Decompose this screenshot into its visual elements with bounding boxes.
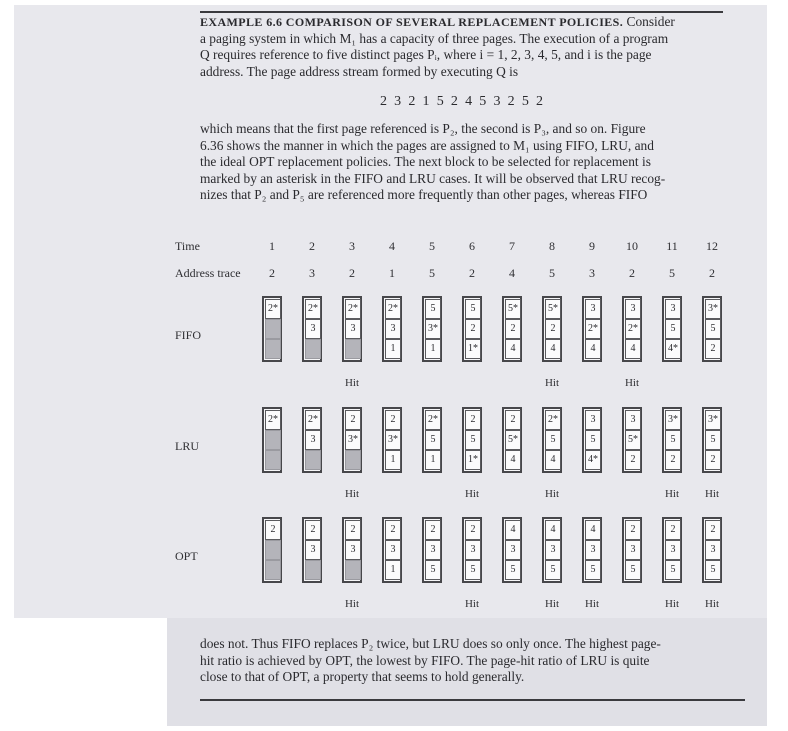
opt-page-cell: 2: [465, 520, 481, 540]
opt-memory-frame: [622, 517, 642, 583]
opt-page-cell: 3: [465, 540, 481, 560]
fifo-page-cell: 1: [425, 339, 441, 359]
lru-page-cell: 5*: [625, 430, 641, 450]
opt-memory-frame: [662, 517, 682, 583]
lru-memory-frame: [462, 407, 482, 473]
lru-page-cell: 2: [625, 450, 641, 470]
fifo-page-cell: 5: [425, 299, 441, 319]
intro-paragraph: [200, 14, 723, 80]
lru-page-cell: 5: [425, 430, 441, 450]
opt-page-cell: 3: [665, 540, 681, 560]
opt-hit-label: Hit: [344, 598, 360, 610]
stream-item: 3: [394, 94, 402, 109]
policy-label-opt: OPT: [175, 549, 198, 563]
opt-page-cell: 3: [385, 540, 401, 560]
address-trace-value: 5: [429, 266, 435, 280]
opt-memory-frame: [382, 517, 402, 583]
address-trace-value: 4: [509, 266, 515, 280]
fifo-page-cell: 2: [545, 319, 561, 339]
opt-page-cell: 2: [625, 520, 641, 540]
lru-page-cell: 2: [665, 450, 681, 470]
lru-page-cell: 1*: [465, 450, 481, 470]
opt-memory-frame: [462, 517, 482, 583]
opt-memory-frame: [262, 517, 282, 583]
lru-memory-frame: [342, 407, 362, 473]
opt-page-cell: 2: [705, 520, 721, 540]
time-value: 4: [389, 239, 395, 253]
opt-memory-frame: [342, 517, 362, 583]
policy-label-fifo: FIFO: [175, 328, 202, 342]
opt-page-cell: 3: [705, 540, 721, 560]
lru-memory-frame: [302, 407, 322, 473]
stream-item: 2: [507, 94, 515, 109]
intro-line-1: Consider: [626, 14, 675, 29]
lru-page-cell: 3*: [665, 410, 681, 430]
opt-hit-label: Hit: [464, 598, 480, 610]
opt-page-cell: 3: [425, 540, 441, 560]
lru-page-cell: 4*: [585, 450, 601, 470]
fifo-hit-label: Hit: [344, 377, 360, 389]
fifo-page-cell: [265, 339, 281, 359]
opt-page-cell: 5: [705, 560, 721, 580]
lru-memory-frame: [422, 407, 442, 473]
fifo-page-cell: 2: [465, 319, 481, 339]
fifo-page-cell: 3: [585, 299, 601, 319]
fifo-page-cell: 5: [665, 319, 681, 339]
opt-page-cell: 3: [545, 540, 561, 560]
fifo-memory-frame: [502, 296, 522, 362]
address-trace-value: 5: [669, 266, 675, 280]
opt-page-cell: 2: [345, 520, 361, 540]
lru-page-cell: 5: [665, 430, 681, 450]
opt-page-cell: 2: [385, 520, 401, 540]
stream-item: 2: [379, 94, 387, 109]
fifo-page-cell: 4: [625, 339, 641, 359]
lru-page-cell: 2: [345, 410, 361, 430]
time-label: Time: [175, 239, 200, 253]
stream-item: 2: [450, 94, 458, 109]
stream-item: 5: [521, 94, 529, 109]
lru-hit-label: Hit: [704, 488, 720, 500]
opt-page-cell: 4: [585, 520, 601, 540]
lru-page-cell: 2: [505, 410, 521, 430]
address-trace-label: Address trace: [175, 266, 241, 280]
stream-item: 4: [465, 94, 473, 109]
fifo-page-cell: 2: [505, 319, 521, 339]
lru-hit-label: Hit: [344, 488, 360, 500]
address-trace-value: 2: [469, 266, 475, 280]
closing-paragraph: [200, 636, 745, 686]
opt-memory-frame: [422, 517, 442, 583]
mid-line-3: the ideal OPT replacement policies. The next block to be selected for replacement is: [200, 154, 651, 170]
bottom-rule: [200, 699, 745, 701]
fifo-page-cell: 3: [665, 299, 681, 319]
fifo-page-cell: 2*: [345, 299, 361, 319]
opt-hit-label: Hit: [704, 598, 720, 610]
lru-page-cell: 4: [545, 450, 561, 470]
time-value: 8: [549, 239, 555, 253]
lru-page-cell: 3: [305, 430, 321, 450]
opt-page-cell: 3: [505, 540, 521, 560]
time-value: 5: [429, 239, 435, 253]
opt-memory-frame: [542, 517, 562, 583]
mid-line-1: which means that the first page referenced is P₂, the second is P₃, and so on. Figure: [200, 121, 646, 136]
opt-page-cell: 5: [425, 560, 441, 580]
time-value: 10: [626, 239, 638, 253]
fifo-page-cell: [345, 339, 361, 359]
example-heading: EXAMPLE 6.6 COMPARISON OF SEVERAL REPLACEMENT POLICIES.: [200, 15, 624, 29]
fifo-page-cell: 4: [585, 339, 601, 359]
lru-page-cell: 3*: [385, 430, 401, 450]
fifo-memory-frame: [662, 296, 682, 362]
lru-memory-frame: [582, 407, 602, 473]
fifo-memory-frame: [702, 296, 722, 362]
opt-page-cell: 3: [585, 540, 601, 560]
lru-memory-frame: [382, 407, 402, 473]
fifo-memory-frame: [422, 296, 442, 362]
intro-line-3: Q requires reference to five distinct pages Pᵢ, where i = 1, 2, 3, 4, 5, and i is the page: [200, 47, 652, 63]
opt-page-cell: 3: [345, 540, 361, 560]
fifo-page-cell: [305, 339, 321, 359]
time-value: 3: [349, 239, 355, 253]
lru-page-cell: [305, 450, 321, 470]
lru-memory-frame: [622, 407, 642, 473]
opt-page-cell: [265, 560, 281, 580]
lru-memory-frame: [662, 407, 682, 473]
address-trace-value: 5: [549, 266, 555, 280]
lru-memory-frame: [262, 407, 282, 473]
lru-hit-label: Hit: [464, 488, 480, 500]
fifo-page-cell: 3*: [425, 319, 441, 339]
fifo-memory-frame: [462, 296, 482, 362]
lru-page-cell: 2: [385, 410, 401, 430]
fifo-page-cell: 5*: [545, 299, 561, 319]
closing-line-1: does not. Thus FIFO replaces P₂ twice, but LRU does so only once. The highest page-: [200, 636, 661, 651]
fifo-memory-frame: [622, 296, 642, 362]
opt-page-cell: 3: [625, 540, 641, 560]
top-rule: [200, 11, 723, 13]
time-value: 11: [666, 239, 678, 253]
lru-page-cell: 2: [705, 450, 721, 470]
lru-memory-frame: [542, 407, 562, 473]
closing-line-3: close to that of OPT, a property that seems to hold generally.: [200, 669, 525, 685]
opt-page-cell: [265, 540, 281, 560]
time-value: 12: [706, 239, 718, 253]
lru-hit-label: Hit: [544, 488, 560, 500]
opt-page-cell: 5: [665, 560, 681, 580]
time-value: 2: [309, 239, 315, 253]
opt-memory-frame: [302, 517, 322, 583]
fifo-page-cell: 4: [505, 339, 521, 359]
opt-page-cell: 2: [665, 520, 681, 540]
mid-line-4: marked by an asterisk in the FIFO and LRU cases. It will be observed that LRU recog-: [200, 170, 666, 186]
lru-page-cell: 1: [385, 450, 401, 470]
fifo-page-cell: 1*: [465, 339, 481, 359]
address-stream: [200, 94, 723, 110]
address-trace-value: 3: [309, 266, 315, 280]
lru-page-cell: 2*: [545, 410, 561, 430]
opt-page-cell: 3: [305, 540, 321, 560]
address-trace-value: 2: [629, 266, 635, 280]
mid-line-5: nizes that P₂ and P₅ are referenced more frequently than other pages, whereas FIFO: [200, 187, 648, 203]
fifo-page-cell: 2: [705, 339, 721, 359]
fifo-page-cell: 4*: [665, 339, 681, 359]
lru-page-cell: 2*: [425, 410, 441, 430]
fifo-page-cell: 1: [385, 339, 401, 359]
mid-line-2: 6.36 shows the manner in which the pages are assigned to M₁ using FIFO, LRU, and: [200, 137, 654, 153]
address-trace-value: 3: [589, 266, 595, 280]
fifo-page-cell: 5: [465, 299, 481, 319]
time-value: 7: [509, 239, 515, 253]
stream-item: 3: [493, 94, 501, 109]
opt-page-cell: 5: [585, 560, 601, 580]
lru-page-cell: 3: [625, 410, 641, 430]
fifo-page-cell: 2*: [265, 299, 281, 319]
opt-page-cell: 2: [425, 520, 441, 540]
fifo-page-cell: 2*: [625, 319, 641, 339]
fifo-page-cell: 2*: [305, 299, 321, 319]
opt-page-cell: 5: [625, 560, 641, 580]
opt-page-cell: 5: [505, 560, 521, 580]
fifo-memory-frame: [582, 296, 602, 362]
address-trace-value: 1: [389, 266, 395, 280]
lru-page-cell: [345, 450, 361, 470]
policy-label-lru: LRU: [175, 439, 199, 453]
opt-page-cell: 2: [305, 520, 321, 540]
fifo-page-cell: 5*: [505, 299, 521, 319]
lru-page-cell: 3*: [705, 410, 721, 430]
opt-memory-frame: [582, 517, 602, 583]
address-trace-value: 2: [269, 266, 275, 280]
explanation-paragraph: [200, 121, 723, 204]
opt-hit-label: Hit: [664, 598, 680, 610]
fifo-hit-label: Hit: [544, 377, 560, 389]
lru-memory-frame: [702, 407, 722, 473]
opt-page-cell: 4: [545, 520, 561, 540]
lru-hit-label: Hit: [664, 488, 680, 500]
opt-page-cell: 2: [265, 520, 281, 540]
fifo-memory-frame: [382, 296, 402, 362]
address-trace-value: 2: [349, 266, 355, 280]
fifo-page-cell: 3: [625, 299, 641, 319]
lru-page-cell: [265, 450, 281, 470]
fifo-page-cell: 3*: [705, 299, 721, 319]
opt-page-cell: 1: [385, 560, 401, 580]
opt-hit-label: Hit: [584, 598, 600, 610]
fifo-page-cell: 4: [545, 339, 561, 359]
lru-page-cell: 5: [465, 430, 481, 450]
fifo-page-cell: 5: [705, 319, 721, 339]
opt-hit-label: Hit: [544, 598, 560, 610]
lru-page-cell: 3*: [345, 430, 361, 450]
time-value: 6: [469, 239, 475, 253]
fifo-page-cell: 3: [305, 319, 321, 339]
opt-page-cell: [345, 560, 361, 580]
fifo-memory-frame: [542, 296, 562, 362]
fifo-page-cell: 3: [385, 319, 401, 339]
stream-item: 2: [536, 94, 544, 109]
stream-item: 1: [422, 94, 430, 109]
intro-line-2: a paging system in which M₁ has a capacity of three pages. The execution of a program: [200, 30, 669, 46]
lru-page-cell: [265, 430, 281, 450]
time-value: 1: [269, 239, 275, 253]
opt-memory-frame: [502, 517, 522, 583]
fifo-memory-frame: [262, 296, 282, 362]
lru-page-cell: 3: [585, 410, 601, 430]
lru-page-cell: 2*: [265, 410, 281, 430]
opt-page-cell: 4: [505, 520, 521, 540]
time-value: 9: [589, 239, 595, 253]
closing-line-2: hit ratio is achieved by OPT, the lowest by FIFO. The page-hit ratio of LRU is quite: [200, 652, 650, 668]
lru-memory-frame: [502, 407, 522, 473]
address-trace-value: 2: [709, 266, 715, 280]
fifo-page-cell: 3: [345, 319, 361, 339]
lru-page-cell: 5: [545, 430, 561, 450]
fifo-memory-frame: [342, 296, 362, 362]
fifo-memory-frame: [302, 296, 322, 362]
stream-item: 5: [436, 94, 444, 109]
fifo-hit-label: Hit: [624, 377, 640, 389]
lru-page-cell: 2*: [305, 410, 321, 430]
lru-page-cell: 5: [705, 430, 721, 450]
fifo-page-cell: 2*: [385, 299, 401, 319]
lru-page-cell: 4: [505, 450, 521, 470]
fifo-page-cell: 2*: [585, 319, 601, 339]
opt-page-cell: 5: [465, 560, 481, 580]
lru-page-cell: 5*: [505, 430, 521, 450]
opt-page-cell: 5: [545, 560, 561, 580]
intro-line-4: address. The page address stream formed by executing Q is: [200, 63, 519, 79]
lru-page-cell: 2: [465, 410, 481, 430]
stream-item: 2: [408, 94, 416, 109]
lru-page-cell: 5: [585, 430, 601, 450]
stream-item: 5: [479, 94, 487, 109]
fifo-page-cell: [265, 319, 281, 339]
opt-memory-frame: [702, 517, 722, 583]
opt-page-cell: [305, 560, 321, 580]
lru-page-cell: 1: [425, 450, 441, 470]
